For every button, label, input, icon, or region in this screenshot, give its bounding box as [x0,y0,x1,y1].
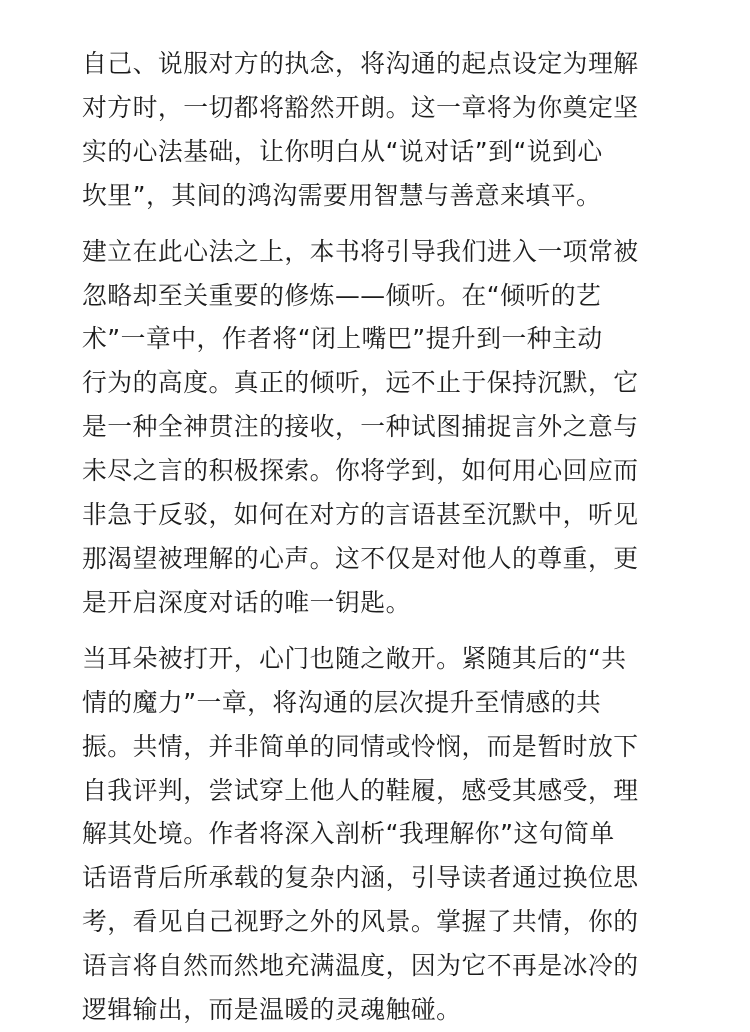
text-line: 实的心法基础，让你明白从“说对话”到“说到心 [82,136,603,166]
text-line: 那渴望被理解的心声。这不仅是对他人的尊重，更 [82,543,639,573]
text-line: 话语背后所承载的复杂内涵，引导读者通过换位思 [82,863,639,893]
text-line: 逻辑输出，而是温暖的灵魂触碰。 [82,995,462,1025]
text-line: 是开启深度对话的唯一钥匙。 [82,587,411,617]
text-line: 解其处境。作者将深入剖析“我理解你”这句简单 [82,819,615,849]
text-line: 坎里”，其间的鸿沟需要用智慧与善意来填平。 [82,180,602,210]
text-line: 振。共情，并非简单的同情或怜悯，而是暂时放下 [82,731,639,761]
text-line: 建立在此心法之上，本书将引导我们进入一项常被 [82,236,639,266]
text-line: 对方时，一切都将豁然开朗。这一章将为你奠定坚 [82,92,639,122]
text-line: 自己、说服对方的执念，将沟通的起点设定为理解 [82,49,639,78]
text-line: 当耳朵被打开，心门也随之敞开。紧随其后的“共 [82,643,627,673]
text-line: 考，看见自己视野之外的风景。掌握了共情，你的 [82,907,639,937]
text-line: 自我评判，尝试穿上他人的鞋履，感受其感受，理 [82,775,639,805]
text-line: 情的魔力”一章，将沟通的层次提升至情感的共 [82,687,602,717]
text-line: 非急于反驳，如何在对方的言语甚至沉默中，听见 [82,500,639,530]
text-line: 行为的高度。真正的倾听，远不止于保持沉默，它 [82,368,639,398]
text-line: 术”一章中，作者将“闭上嘴巴”提升到一种主动 [82,324,603,354]
text-line: 是一种全神贯注的接收，一种试图捕捉言外之意与 [82,412,639,442]
paragraph-1 [82,42,690,218]
text-line: 语言将自然而然地充满温度，因为它不再是冰冷的 [82,951,639,981]
text-line: 未尽之言的积极探索。你将学到，如何用心回应而 [82,456,639,486]
paragraph-3 [82,637,690,1032]
paragraph-2 [82,230,690,625]
text-line: 忽略却至关重要的修炼——倾听。在“倾听的艺 [82,280,602,310]
